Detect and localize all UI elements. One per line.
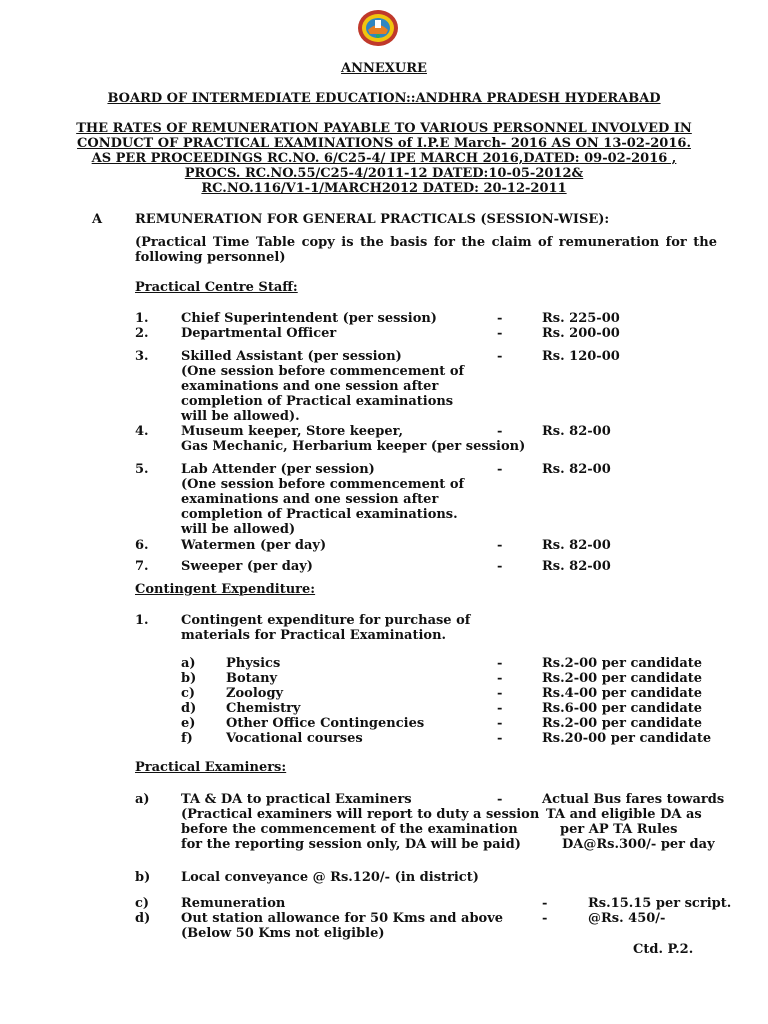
staff-rate: Rs. 225-00 (542, 311, 620, 326)
staff-dash: - (497, 311, 503, 326)
examiner-dash: - (542, 911, 548, 926)
staff-label: (One session before commencement of (181, 364, 465, 379)
staff-label: Watermen (per day) (181, 538, 327, 553)
examiner-rate: DA@Rs.300/- per day (562, 837, 715, 852)
examiner-rate: @Rs. 450/- (588, 911, 666, 926)
staff-rate: Rs. 200-00 (542, 326, 620, 341)
staff-label: will be allowed). (181, 409, 300, 424)
examiner-label: for the reporting session only, DA will be paid) (181, 837, 521, 852)
examiner-letter: b) (135, 870, 151, 885)
examiner-label: TA & DA to practical Examiners (181, 792, 412, 807)
staff-dash: - (497, 538, 503, 553)
contingent-sub-rate: Rs.6-00 per candidate (542, 701, 703, 716)
staff-num: 2. (135, 326, 149, 341)
staff-rate: Rs. 82-00 (542, 462, 611, 477)
contingent-sub-name: Physics (226, 656, 281, 671)
staff-dash: - (497, 559, 503, 574)
staff-label: Lab Attender (per session) (181, 462, 375, 477)
staff-label: Skilled Assistant (per session) (181, 349, 402, 364)
contingent-sub-dash: - (497, 656, 503, 671)
staff-num: 5. (135, 462, 149, 477)
staff-label: Gas Mechanic, Herbarium keeper (per session) (181, 439, 526, 454)
title-line-1: THE RATES OF REMUNERATION PAYABLE TO VARIOUS PERSONNEL INVOLVED IN (76, 121, 692, 136)
examiner-label: (Practical examiners will report to duty a session (181, 807, 540, 822)
examiner-rate: Rs.15.15 per script. (588, 896, 732, 911)
contingent-sub-dash: - (497, 716, 503, 731)
staff-num: 7. (135, 559, 149, 574)
examiner-label: Remuneration (181, 896, 286, 911)
contingent-sub-rate: Rs.2-00 per candidate (542, 716, 703, 731)
contingent-num: 1. (135, 613, 149, 628)
examiners-heading: Practical Examiners: (135, 760, 287, 775)
staff-dash: - (497, 326, 503, 341)
contingent-sub-rate: Rs.2-00 per candidate (542, 656, 703, 671)
examiner-rate: per AP TA Rules (560, 822, 678, 837)
staff-num: 3. (135, 349, 149, 364)
staff-label: Chief Superintendent (per session) (181, 311, 437, 326)
contingent-sub-dash: - (497, 731, 503, 746)
examiner-rate: Actual Bus fares towards (542, 792, 725, 807)
title-line-5: RC.NO.116/V1-1/MARCH2012 DATED: 20-12-2011 (201, 181, 567, 196)
examiner-dash: - (497, 792, 503, 807)
board-name: BOARD OF INTERMEDIATE EDUCATION::ANDHRA PRADESH HYDERABAD (107, 91, 661, 106)
staff-label: examinations and one session after (181, 492, 439, 507)
title-line-3: AS PER PROCEEDINGS RC.NO. 6/C25-4/ IPE MARCH 2016,DATED: 09-02-2016 , (91, 151, 677, 166)
examiner-label: Out station allowance for 50 Kms and above (181, 911, 504, 926)
staff-num: 4. (135, 424, 149, 439)
contingent-sub-name: Vocational courses (226, 731, 363, 746)
staff-dash: - (497, 462, 503, 477)
contingent-sub-rate: Rs.20-00 per candidate (542, 731, 712, 746)
board-emblem-icon (356, 8, 400, 48)
staff-label: Sweeper (per day) (181, 559, 313, 574)
staff-label: completion of Practical examinations (181, 394, 454, 409)
staff-num: 1. (135, 311, 149, 326)
contingent-sub-name: Chemistry (226, 701, 301, 716)
staff-dash: - (497, 424, 503, 439)
contingent-sub-name: Other Office Contingencies (226, 716, 425, 731)
staff-label: completion of Practical examinations. (181, 507, 458, 522)
staff-rate: Rs. 82-00 (542, 538, 611, 553)
staff-rate: Rs. 120-00 (542, 349, 620, 364)
staff-num: 6. (135, 538, 149, 553)
staff-label: Departmental Officer (181, 326, 337, 341)
contingent-sub-name: Botany (226, 671, 278, 686)
examiner-label: Local conveyance @ Rs.120/- (in district) (181, 870, 479, 885)
staff-label: examinations and one session after (181, 379, 439, 394)
contingent-sub-letter: e) (181, 716, 196, 731)
staff-rate: Rs. 82-00 (542, 559, 611, 574)
title-line-4: PROCS. RC.NO.55/C25-4/2011-12 DATED:10-05-2012& (184, 166, 584, 181)
contingent-sub-dash: - (497, 686, 503, 701)
contingent-sub-rate: Rs.2-00 per candidate (542, 671, 703, 686)
annexure-heading: ANNEXURE (341, 61, 427, 76)
examiner-letter: d) (135, 911, 151, 926)
examiner-label: before the commencement of the examination (181, 822, 518, 837)
contingent-label: Contingent expenditure for purchase of (181, 613, 471, 628)
examiner-letter: a) (135, 792, 150, 807)
staff-label: will be allowed) (181, 522, 296, 537)
contingent-label: materials for Practical Examination. (181, 628, 447, 643)
staff-rate: Rs. 82-00 (542, 424, 611, 439)
contingent-sub-letter: d) (181, 701, 197, 716)
contingent-sub-rate: Rs.4-00 per candidate (542, 686, 703, 701)
examiner-letter: c) (135, 896, 150, 911)
contingent-sub-letter: b) (181, 671, 197, 686)
centre-staff-heading: Practical Centre Staff: (135, 280, 298, 295)
section-letter: A (92, 212, 103, 227)
section-note: (Practical Time Table copy is the basis for the claim of remuneration for the following personnel) (135, 235, 717, 265)
staff-dash: - (497, 349, 503, 364)
contingent-sub-letter: a) (181, 656, 196, 671)
examiner-label: (Below 50 Kms not eligible) (181, 926, 385, 941)
section-heading: REMUNERATION FOR GENERAL PRACTICALS (SESSION-WISE): (135, 212, 610, 227)
contingent-heading: Contingent Expenditure: (135, 582, 316, 597)
examiner-dash: - (542, 896, 548, 911)
contingent-sub-dash: - (497, 671, 503, 686)
continued-note: Ctd. P.2. (633, 942, 694, 957)
staff-label: Museum keeper, Store keeper, (181, 424, 404, 439)
contingent-sub-name: Zoology (226, 686, 284, 701)
title-line-2: CONDUCT OF PRACTICAL EXAMINATIONS of I.P.E March- 2016 AS ON 13-02-2016. (77, 136, 691, 151)
contingent-sub-dash: - (497, 701, 503, 716)
examiner-rate: TA and eligible DA as (546, 807, 702, 822)
contingent-sub-letter: f) (181, 731, 193, 746)
contingent-sub-letter: c) (181, 686, 196, 701)
staff-label: (One session before commencement of (181, 477, 465, 492)
